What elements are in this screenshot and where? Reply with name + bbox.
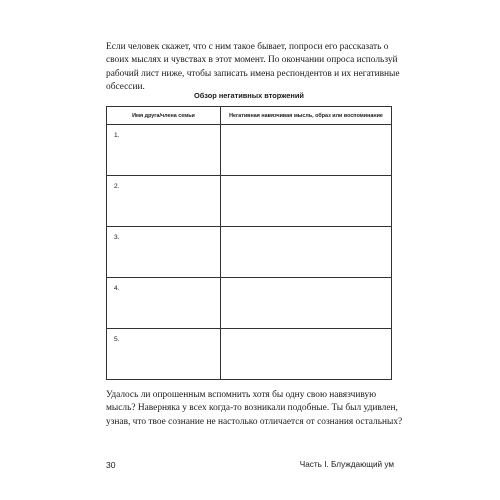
thought-cell[interactable] [221, 227, 392, 278]
row-number: 4. [114, 285, 120, 292]
thought-cell[interactable] [221, 176, 392, 227]
table-row [107, 125, 392, 176]
page-number: 30 [106, 460, 116, 470]
row-number: 5. [114, 336, 120, 343]
table-row [107, 329, 392, 380]
name-cell[interactable] [107, 125, 221, 176]
closing-paragraph: Удалось ли опрошенным вспомнить хотя бы одну свою навязчивую мысль? Наверняка у всех когда-то возникали подобные. Ты был удивлен, узнав, что твое сознание не настолько отличается от сознания остальных? [106, 390, 403, 427]
worksheet-title: Обзор негативных вторжений [194, 91, 304, 100]
row-number: 2. [114, 183, 120, 190]
intro-paragraph: Если человек скажет, что с ним такое бывает, попроси его рассказать о своих мыслях и чувствах в этот момент. По окончании опроса используй рабочий лист ниже, чтобы записать имена респондентов и их негативные обсессии. [106, 42, 400, 92]
column-header-name: Имя друга/члена семьи [107, 107, 221, 125]
row-number: 3. [114, 234, 120, 241]
thought-cell[interactable] [221, 329, 392, 380]
row-number: 1. [114, 132, 120, 139]
name-cell[interactable] [107, 278, 221, 329]
table-row [107, 227, 392, 278]
column-header-thought: Негативная навязчивая мысль, образ или воспоминание [221, 107, 392, 125]
name-cell[interactable] [107, 227, 221, 278]
table-row [107, 278, 392, 329]
negative-intrusions-worksheet [106, 106, 392, 380]
thought-cell[interactable] [221, 278, 392, 329]
name-cell[interactable] [107, 176, 221, 227]
name-cell[interactable] [107, 329, 221, 380]
thought-cell[interactable] [221, 125, 392, 176]
table-row [107, 176, 392, 227]
worksheet-header-row [107, 107, 392, 125]
running-footer-title: Часть I. Блуждающий ум [299, 460, 394, 469]
